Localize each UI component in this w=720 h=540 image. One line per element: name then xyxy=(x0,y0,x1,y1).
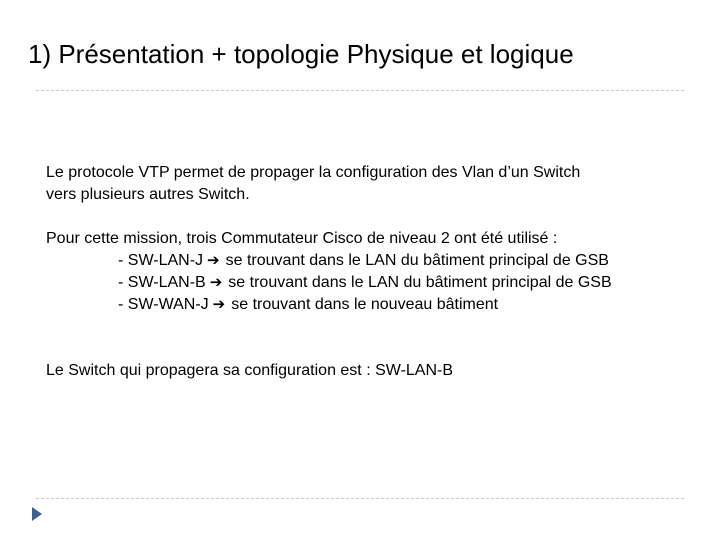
intro-line-2: vers plusieurs autres Switch. xyxy=(46,186,250,203)
right-arrow-icon: ➔ xyxy=(209,274,223,291)
switch-name: - SW-LAN-J xyxy=(118,252,204,269)
switch-description: se trouvant dans le nouveau bâtiment xyxy=(231,296,499,313)
switch-item xyxy=(118,294,696,316)
slide-title: 1) Présentation + topologie Physique et logique xyxy=(28,39,574,69)
top-divider xyxy=(36,90,684,91)
paragraph-spacer xyxy=(46,206,696,228)
switch-name: - SW-WAN-J xyxy=(118,296,209,313)
switch-item xyxy=(118,272,696,294)
intro-line-1: Le protocole VTP permet de propager la configuration des Vlan d’un Switch xyxy=(46,164,581,181)
paragraph-spacer xyxy=(46,316,696,360)
conclusion-text: Le Switch qui propagera sa configuration est : SW-LAN-B xyxy=(46,362,454,379)
switch-item xyxy=(118,250,696,272)
triangle-bullet-icon xyxy=(32,507,42,521)
switch-description: se trouvant dans le LAN du bâtiment principal de GSB xyxy=(228,274,612,291)
slide-content xyxy=(46,162,696,382)
bottom-divider xyxy=(36,498,684,499)
mission-text: Pour cette mission, trois Commutateur Cisco de niveau 2 ont été utilisé : xyxy=(46,230,558,247)
right-arrow-icon: ➔ xyxy=(212,296,226,313)
switch-list xyxy=(46,250,696,316)
switch-description: se trouvant dans le LAN du bâtiment principal de GSB xyxy=(225,252,609,269)
right-arrow-icon: ➔ xyxy=(207,252,220,269)
switch-name: - SW-LAN-B xyxy=(118,274,206,291)
